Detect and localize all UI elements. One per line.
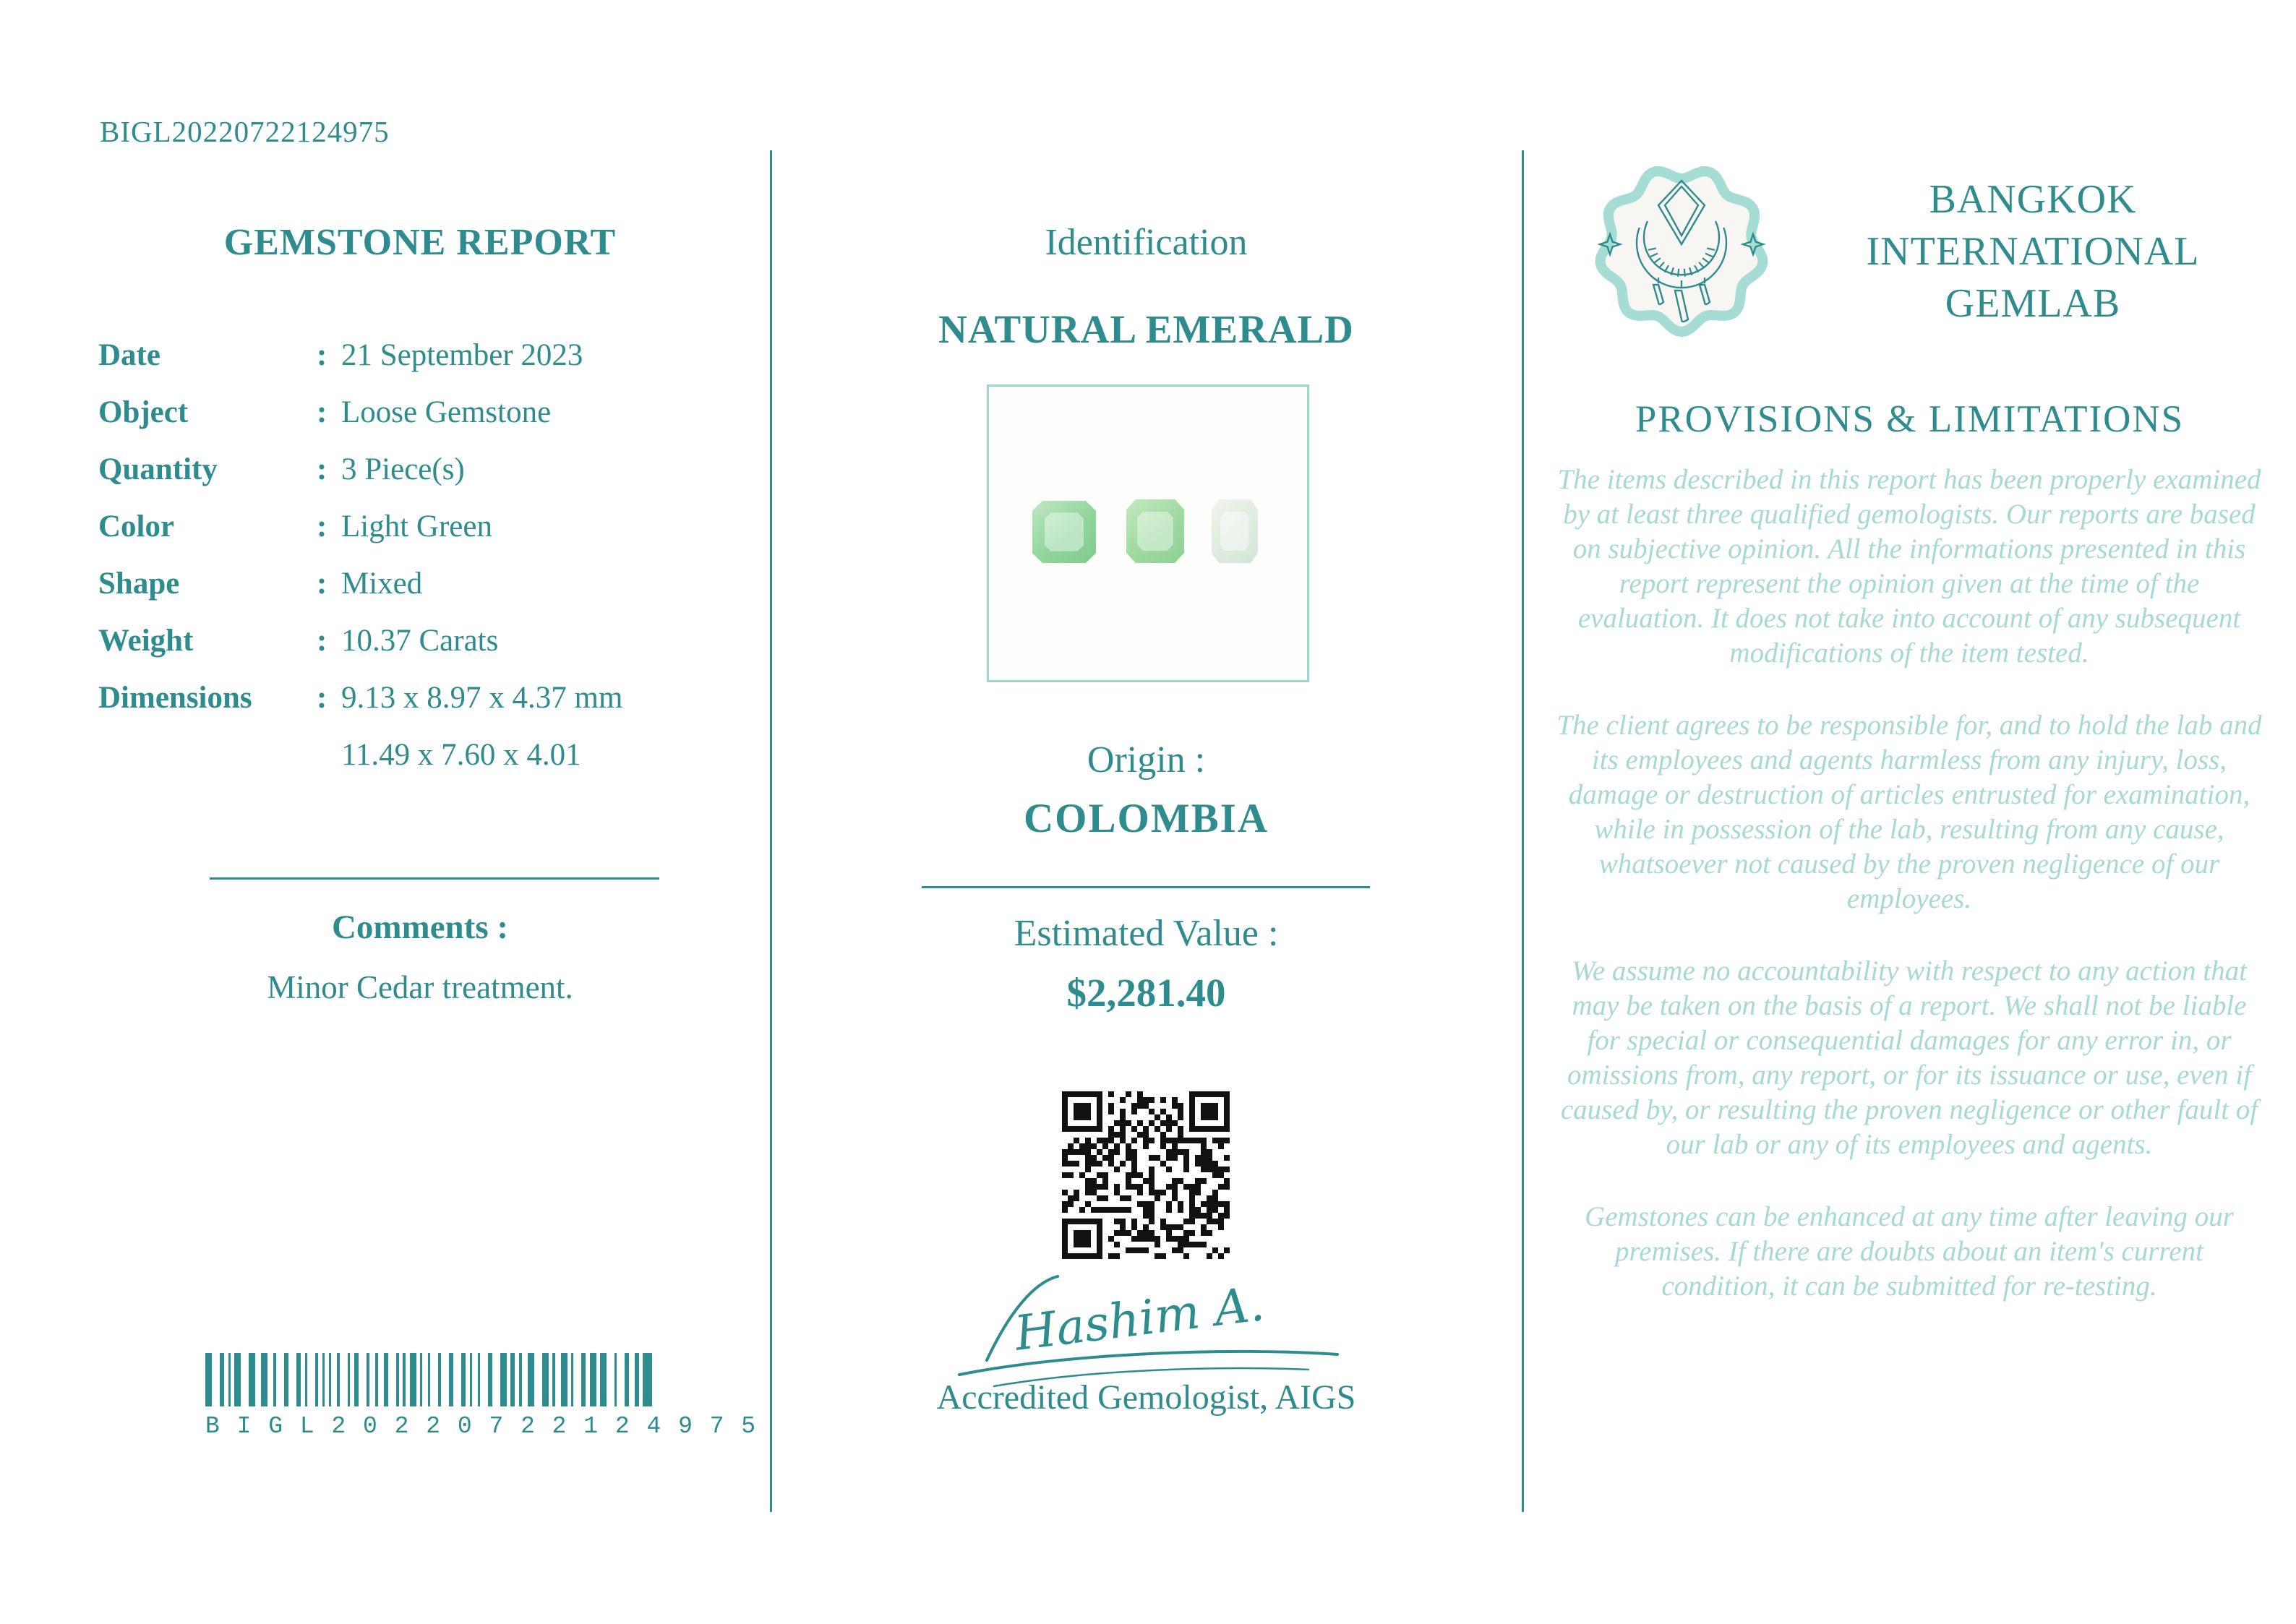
lab-name-line-1: BANGKOK	[1929, 177, 2137, 222]
qr-finder-top-left	[1062, 1091, 1102, 1132]
field-colon: :	[317, 452, 327, 486]
field-colon: :	[317, 567, 327, 601]
lab-name	[1812, 173, 2253, 330]
gem-photo	[987, 384, 1309, 682]
estimated-value-label: Estimated Value :	[1014, 913, 1279, 954]
provisions-paragraphs	[1555, 463, 2263, 1341]
field-row-shape	[98, 562, 749, 619]
signatory-title: Accredited Gemologist, AIGS	[936, 1378, 1356, 1417]
comments-text: Minor Cedar treatment.	[267, 969, 573, 1005]
report-title: GEMSTONE REPORT	[223, 222, 617, 263]
field-label: Color	[98, 510, 175, 544]
field-colon: :	[317, 395, 327, 429]
emerald-stone-1	[1032, 501, 1096, 563]
field-row-object	[98, 391, 749, 448]
provisions-paragraph-3: We assume no accountability with respect to any action that may be taken on the basis of a report. We shall not be liable for special or consequential damages for any error in, or omissions from, any report, or for its issuance or use, even if caused by, or resulting the proven negligence or other fault of our lab or any of its employees and agents.	[1560, 955, 2258, 1160]
value-divider-line	[922, 886, 1370, 888]
comments-divider-line	[210, 877, 659, 880]
provisions-title: PROVISIONS & LIMITATIONS	[1635, 398, 2185, 440]
lab-column	[1523, 0, 2296, 1624]
field-row-quantity	[98, 448, 749, 505]
field-row-weight	[98, 619, 749, 676]
qr-finder-top-right	[1189, 1091, 1230, 1132]
field-value: Light Green	[341, 510, 492, 544]
field-value: 21 September 2023	[341, 338, 583, 372]
lab-name-line-2: INTERNATIONAL	[1866, 229, 2200, 274]
field-colon: :	[317, 681, 327, 715]
barcode-text: B I G L 2 0 2 2 0 7 2 2 1 2 4 9 7 5	[205, 1413, 758, 1440]
estimated-value: $2,281.40	[1066, 971, 1226, 1015]
lab-seal-logo	[1590, 158, 1773, 341]
field-label: Date	[98, 338, 160, 372]
provisions-paragraph-4: Gemstones can be enhanced at any time after leaving our premises. If there are doubts about an item's current condition, it can be submitted for re-testing.	[1585, 1201, 2234, 1302]
field-colon: :	[317, 338, 327, 372]
field-label: Weight	[98, 624, 194, 658]
field-value: Mixed	[341, 567, 423, 601]
field-colon: :	[317, 510, 327, 544]
field-row-dimensions	[98, 676, 749, 734]
field-label: Shape	[98, 567, 180, 601]
lab-name-line-3: GEMLAB	[1945, 281, 2121, 326]
field-value: 9.13 x 8.97 x 4.37 mm	[341, 681, 623, 715]
barcode	[205, 1353, 758, 1440]
field-value: Loose Gemstone	[341, 395, 552, 429]
field-label: Dimensions	[98, 681, 252, 715]
emerald-stone-3	[1212, 499, 1258, 563]
origin-value: COLOMBIA	[1023, 796, 1269, 841]
field-row-color	[98, 505, 749, 562]
identification-heading: Identification	[1045, 222, 1248, 263]
signature-name: Hashim A.	[1011, 1276, 1267, 1362]
emerald-stone-2	[1126, 499, 1184, 563]
barcode-bars	[205, 1353, 654, 1406]
report-fields-table	[98, 334, 749, 791]
qr-code	[1062, 1091, 1230, 1259]
field-label: Quantity	[98, 452, 218, 486]
signature	[943, 1259, 1348, 1396]
field-label: Object	[98, 395, 189, 429]
seal-wavy-border	[1601, 171, 1763, 332]
identification-column	[771, 0, 1521, 1624]
field-row-dimensions-2	[98, 734, 749, 791]
field-value: 10.37 Carats	[341, 624, 499, 658]
field-value: 3 Piece(s)	[341, 452, 465, 486]
identification-result: NATURAL EMERALD	[938, 307, 1354, 351]
qr-finder-bottom-left	[1062, 1219, 1102, 1259]
field-colon: :	[317, 624, 327, 658]
field-value-second-line: 11.49 x 7.60 x 4.01	[341, 738, 581, 772]
origin-label: Origin :	[1087, 739, 1206, 781]
field-row-date	[98, 334, 749, 391]
comments-label: Comments :	[331, 908, 509, 946]
report-serial-number: BIGL20220722124975	[100, 115, 390, 148]
provisions-paragraph-2: The client agrees to be responsible for, and to hold the lab and its employees and agents harmless from any injury, loss, damage or destruction of articles entrusted for examination, while in possession of the lab, resulting from any cause, whatsoever not caused by the proven negligence of our employees.	[1556, 710, 2262, 914]
provisions-paragraph-1: The items described in this report has been properly examined by at least three qualified gemologists. Our reports are based on subjective opinion. All the informations presented in this report represent the opinion given at the time of the evaluation. It does not take into account of any subsequent modifications of the item tested.	[1557, 464, 2261, 669]
